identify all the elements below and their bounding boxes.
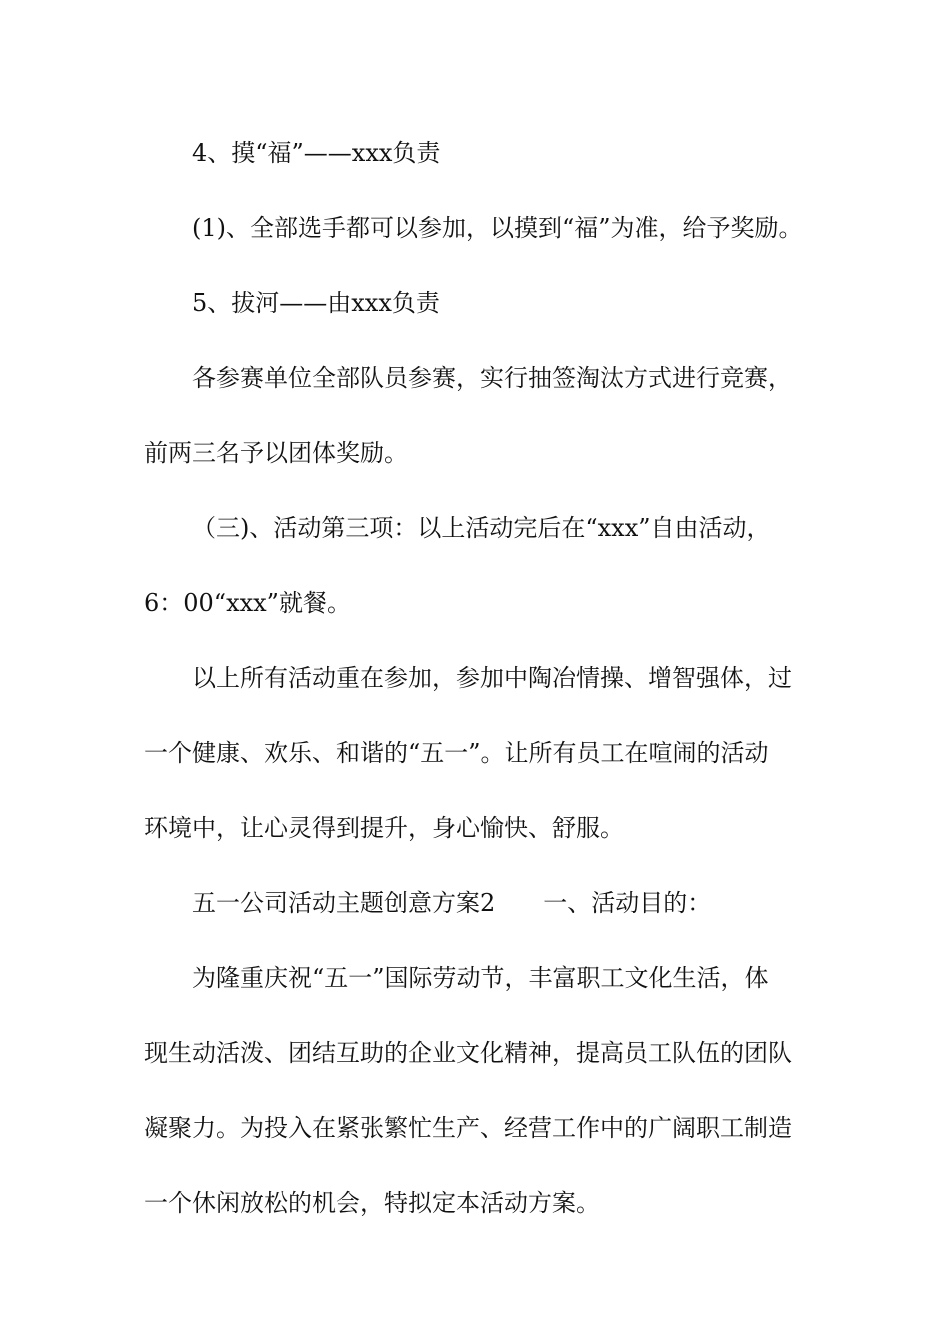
summary-paragraph-line-2: 一个健康、欢乐、和谐的“五一”。让所有员工在喧闹的活动 [144,739,769,767]
summary-paragraph-line-1: 以上所有活动重在参加，参加中陶冶情操、增智强体，过 [192,664,792,692]
purpose-paragraph-line-4: 一个休闲放松的机会，特拟定本活动方案。 [144,1189,600,1217]
activity-3-line-1: （三)、活动第三项：以上活动完后在“xxx”自由活动， [192,514,771,542]
purpose-paragraph-line-1: 为隆重庆祝“五一”国际劳动节，丰富职工文化生活，体 [192,964,769,992]
section-4-item-1: (1)、全部选手都可以参加，以摸到“福”为准，给予奖励。 [192,214,803,242]
summary-paragraph-line-3: 环境中，让心灵得到提升，身心愉快、舒服。 [144,814,624,842]
section-5-paragraph-line-2: 前两三名予以团体奖励。 [144,439,408,467]
section-5-paragraph-line-1: 各参赛单位全部队员参赛，实行抽签淘汰方式进行竞赛， [192,364,792,392]
plan-2-title: 五一公司活动主题创意方案2 一、活动目的： [192,889,712,917]
section-5-heading: 5、拔河——由xxx负责 [192,289,440,317]
purpose-paragraph-line-3: 凝聚力。为投入在紧张繁忙生产、经营工作中的广阔职工制造 [144,1114,792,1142]
activity-3-line-2: 6：00“xxx”就餐。 [144,589,351,617]
section-4-heading: 4、摸“福”——xxx负责 [192,139,441,167]
purpose-paragraph-line-2: 现生动活泼、团结互助的企业文化精神，提高员工队伍的团队 [144,1039,792,1067]
